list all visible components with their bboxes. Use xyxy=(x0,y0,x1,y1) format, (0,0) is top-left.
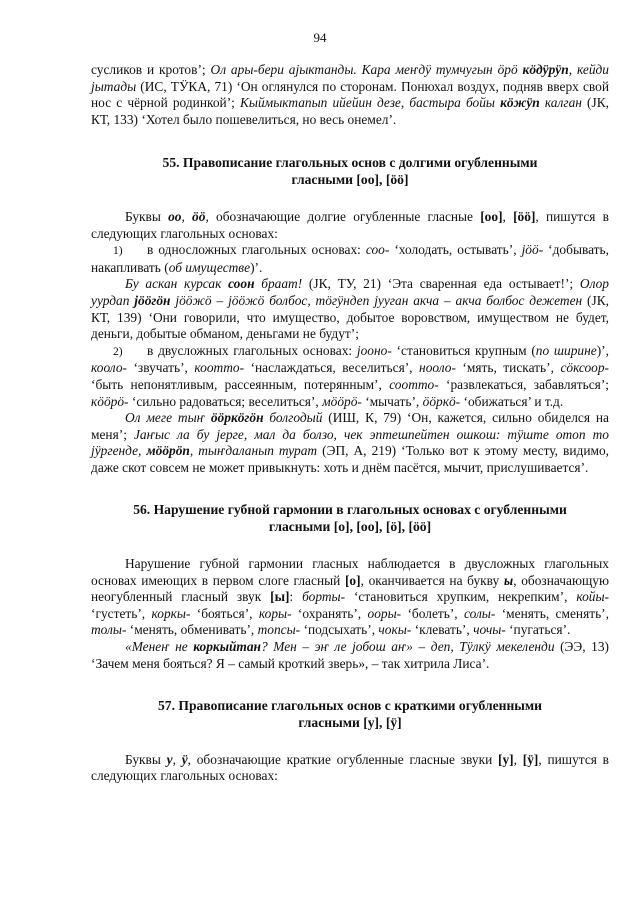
example-text: болгодый xyxy=(269,410,323,426)
example-emphasis: кӧдӱрӱп xyxy=(522,62,569,77)
text: ‘менять, сменять’, xyxy=(495,605,609,621)
text: , пишутся в следующих глагольных основах: xyxy=(91,751,609,784)
text: (ЭЭ, 13) ‘Зачем меня бояться? Я – самый кроткий зверь», – так хитрила Лиса’. xyxy=(91,639,609,671)
text: ‘охранять’, xyxy=(291,605,368,621)
example-word: коркы- xyxy=(151,605,191,621)
example-text: јӧӧжӧ – јӧӧжӧ болбос, тӧгӱндеп јууган акча – акча болбос дежетен xyxy=(175,292,583,308)
text: ‘обижаться’ и т.д. xyxy=(460,393,564,409)
example-text: , xyxy=(189,443,199,459)
text: (ЈК, КТ, 139) ‘Они говорили, что имущество, добытое воровством, имуществом не будет, деньги, добытые обманом, деньгами не будут’; xyxy=(91,292,609,342)
example-text: кейди јытады xyxy=(91,62,609,94)
text: ‘подсыхать’, xyxy=(300,622,379,638)
note: по ширине xyxy=(535,342,597,358)
example-word: јӧӧ- xyxy=(521,242,544,258)
example-word: чокы- xyxy=(378,622,412,638)
text: )’, xyxy=(596,342,609,358)
text: , xyxy=(181,208,193,224)
paragraph xyxy=(91,752,609,785)
heading-line: 55. Правописание глагольных основ с долгими огубленными xyxy=(162,155,538,171)
text: ‘бояться’, xyxy=(190,605,259,621)
example-word: нооло- xyxy=(419,360,456,376)
example-text: калган xyxy=(544,95,582,111)
example-word: толы- xyxy=(91,622,127,638)
paragraph-continuation xyxy=(91,62,609,128)
letter: ӱ xyxy=(181,751,188,767)
page-body xyxy=(91,62,609,785)
paragraph-examples xyxy=(91,410,609,476)
example-text: Олор уурдап xyxy=(91,276,609,308)
list-number: 2) xyxy=(113,345,123,358)
text: ‘холодать, остывать’, xyxy=(389,242,522,258)
example-emphasis: коркыйтан xyxy=(193,639,261,655)
text: , xyxy=(513,751,523,767)
example-word: чочы- xyxy=(473,622,506,638)
heading-line: 57. Правописание глагольных основ с краткими огубленными xyxy=(158,698,542,714)
example-word: кӧӧрӧ- xyxy=(91,393,129,409)
text: в односложных глагольных основах: xyxy=(147,242,366,258)
letter: у xyxy=(166,751,173,767)
heading-line: гласными [оо], [ӧӧ] xyxy=(291,172,409,188)
example-word: коотто- xyxy=(194,360,245,376)
example-text: ? Мен – эҥ ле јобош аҥ» – деп, Тӱлкӱ мекеленди xyxy=(260,639,555,655)
example-text: браат! xyxy=(261,276,303,292)
text: , оканчивается на букву xyxy=(360,572,504,588)
example-text: Кыймыктапып ийейин дезе, бастыра бойы xyxy=(240,95,501,111)
heading-line: гласными [о], [оо], [ӧ], [ӧӧ] xyxy=(268,519,432,535)
example-word: кооло- xyxy=(91,360,127,376)
section-55-heading xyxy=(91,155,609,189)
section-56-heading xyxy=(91,502,609,536)
example-emphasis: соон xyxy=(228,276,255,292)
example-word: солы- xyxy=(464,605,496,621)
text: , xyxy=(502,208,514,224)
text: (ЈК, КТ, 133) ‘Хотел было пошевелиться, но весь онемел’. xyxy=(91,95,609,127)
sound: [о] xyxy=(344,572,361,588)
example-text: «Менеҥ не xyxy=(125,639,194,655)
example-word: ооры- xyxy=(367,605,402,621)
text: , пишутся в следующих глагольных основах: xyxy=(91,208,609,241)
text: ‘густеть’, xyxy=(91,605,152,621)
sound: [оо] xyxy=(480,208,503,224)
text: ‘быть непонятливым, рассеянным, потерянным’, xyxy=(91,376,390,392)
text: , xyxy=(172,751,182,767)
text: (ИШ, К, 79) ‘Он, кажется, сильно обиделся на меня’; xyxy=(91,410,609,442)
text: Буквы xyxy=(125,208,169,224)
page-number: 94 xyxy=(313,30,327,45)
text: ‘клевать’, xyxy=(411,622,474,638)
sound: [ӱ] xyxy=(522,751,539,767)
text: (ЈК, ТУ, 21) ‘Эта сваренная еда остывает!’; xyxy=(302,276,580,292)
example-word: койы- xyxy=(576,589,610,605)
example-word: ӧӧркӧ- xyxy=(422,393,461,409)
example-word: соотто- xyxy=(389,376,439,392)
note: об имуществе xyxy=(168,259,251,275)
text: в двусложных глагольных основах: xyxy=(147,342,357,358)
text: ‘болеть’, xyxy=(401,605,464,621)
text: )’. xyxy=(250,259,263,275)
example-word: соо- xyxy=(365,242,390,258)
sound: [ӧӧ] xyxy=(513,208,536,224)
text: Нарушение губной гармонии гласных наблюдается в двусложных глагольных основах имеющих в первом слоге гласный xyxy=(91,556,609,588)
text: , обозначающую неогубленный гласный звук xyxy=(91,572,609,605)
text: ‘развлекаться, забавляться’; xyxy=(438,376,610,392)
example-text: , xyxy=(568,62,577,77)
example-word: сӧксоор- xyxy=(560,360,609,376)
list-number: 1) xyxy=(113,245,123,258)
example-emphasis: кӧжӱп xyxy=(500,95,540,111)
example-emphasis: мӧӧрӧп xyxy=(146,443,190,459)
text: : xyxy=(289,589,303,605)
example-text: тыҥдаланып турат xyxy=(198,443,318,459)
heading-line: гласными [у], [ӱ] xyxy=(298,715,402,731)
text: ‘менять, обменивать’, xyxy=(126,622,258,638)
example-emphasis: ӧӧркӧгӧн xyxy=(210,410,264,426)
list-item-2 xyxy=(91,343,609,410)
sound: [у] xyxy=(498,751,514,767)
example-emphasis: јӧӧгӧн xyxy=(134,292,171,308)
example-word: борты- xyxy=(302,589,346,605)
text: (ИС, ТӰКА, 71) ‘Он оглянулся по сторонам. Понюхал воздух, подняв вверх свой нос с чёрной родинкой’; xyxy=(91,78,609,111)
heading-line: 56. Нарушение губной гармонии в глагольных основах с огубленными xyxy=(133,502,567,518)
example-text: Ол ары-бери ајыктанды. Кара меҥдӱ тумчугын ӧрӧ xyxy=(210,62,523,77)
list-item-1 xyxy=(91,242,609,276)
section-57-heading xyxy=(91,698,609,732)
example-text: Јаҥыс ла бу јерге, мал да болзо, чек эптешпейтен ошкош: тӱште отоп то јӱргенде, xyxy=(91,426,609,459)
text: ‘пугаться’. xyxy=(505,622,571,638)
paragraph xyxy=(91,556,609,639)
text: ‘сильно радоваться; веселиться’, xyxy=(128,393,323,409)
text: Буквы xyxy=(125,751,167,767)
text: ‘наслаждаться, веселиться’, xyxy=(244,360,420,376)
text: (ЭП, А, 219) ‘Только вот к этому месту, видимо, даже скот совсем не может привыкнуть: хоть и днём пасётся, мычит, прислушивается’. xyxy=(91,443,610,475)
text: ‘мять, тискать’, xyxy=(455,360,561,376)
letter: оо xyxy=(168,208,182,224)
example-word: коры- xyxy=(258,605,292,621)
text: , обозначающие краткие огубленные гласные звуки xyxy=(187,751,499,767)
sound: [ы] xyxy=(270,589,290,605)
example-text: Бу аскан курсак xyxy=(125,276,229,292)
paragraph-examples xyxy=(91,639,609,672)
example-word: јооно- xyxy=(356,342,392,358)
example-word: мӧӧрӧ- xyxy=(322,393,362,409)
text: ‘добывать, накапливать ( xyxy=(91,242,609,275)
example-word: топсы- xyxy=(257,622,301,638)
example-text: Ол меге тыҥ xyxy=(125,410,211,426)
text: сусликов и кротов’; xyxy=(91,62,211,77)
letter: ы xyxy=(503,572,514,588)
text: ‘становиться хрупким, некрепким’, xyxy=(345,589,577,605)
letter: ӧӧ xyxy=(192,208,206,224)
text: ‘становиться крупным ( xyxy=(391,342,536,358)
text: ‘звучать’, xyxy=(126,360,195,376)
paragraph-examples xyxy=(91,276,609,342)
paragraph xyxy=(91,209,609,242)
text: ‘мычать’, xyxy=(361,393,423,409)
text: , обозначающие долгие огубленные гласные xyxy=(205,208,481,224)
